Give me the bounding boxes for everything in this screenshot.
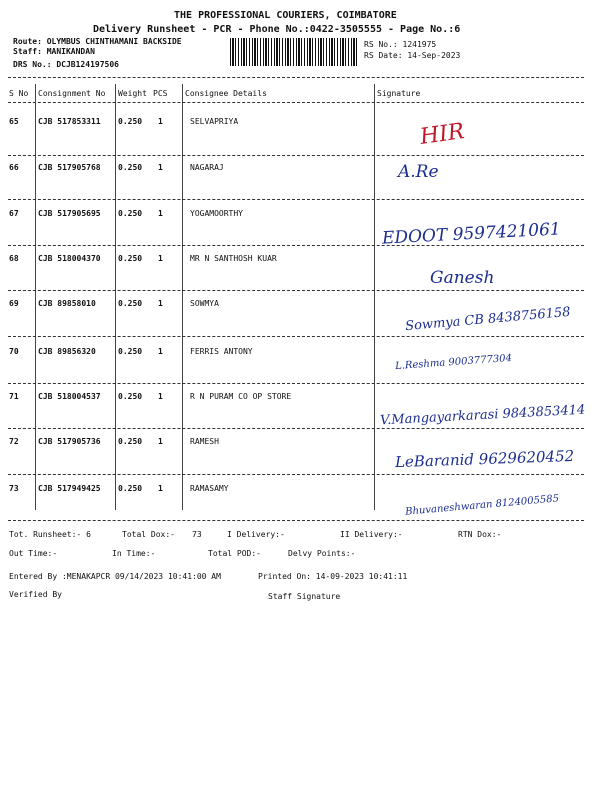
row-separator bbox=[8, 199, 584, 200]
row-consignment: CJB 517905736 bbox=[38, 437, 101, 446]
row-signature: A.Re bbox=[398, 162, 439, 182]
staff-label: Staff: MANIKANDAN bbox=[13, 47, 95, 56]
rs-date: RS Date: 14-Sep-2023 bbox=[364, 51, 461, 60]
rtn-dox: RTN Dox:- bbox=[458, 530, 502, 539]
header-top-rule bbox=[8, 77, 584, 78]
row-pcs: 1 bbox=[158, 299, 163, 308]
verified-by: Verified By bbox=[9, 590, 62, 599]
row-pcs: 1 bbox=[158, 163, 163, 172]
route-label: Route: OLYMBUS CHINTHAMANI BACKSIDE bbox=[13, 37, 182, 46]
row-consignee: SOWMYA bbox=[190, 299, 219, 308]
row-sno: 70 bbox=[9, 347, 19, 356]
printed-on: Printed On: 14-09-2023 10:41:11 bbox=[258, 572, 408, 581]
col-consignee: Consignee Details bbox=[185, 89, 267, 98]
col-divider bbox=[35, 84, 36, 510]
table-bottom-rule bbox=[8, 520, 584, 521]
row-consignee: SELVAPRIYA bbox=[190, 117, 239, 126]
row-signature: L.Reshma 9003777304 bbox=[394, 352, 513, 373]
in-time: In Time:- bbox=[112, 549, 156, 558]
row-weight: 0.250 bbox=[118, 117, 143, 126]
row-signature: Sowmya CB 8438756158 bbox=[404, 304, 572, 335]
row-consignment: CJB 518004370 bbox=[38, 254, 101, 263]
header-bottom-rule bbox=[8, 102, 584, 103]
tot-runsheet: Tot. Runsheet:- 6 bbox=[9, 530, 91, 539]
row-consignee: MR N SANTHOSH KUAR bbox=[190, 254, 277, 263]
row-separator bbox=[8, 474, 584, 475]
row-consignee: FERRIS ANTONY bbox=[190, 347, 253, 356]
row-sno: 69 bbox=[9, 299, 19, 308]
row-sno: 66 bbox=[9, 163, 19, 172]
row-weight: 0.250 bbox=[118, 347, 143, 356]
row-consignment: CJB 517905695 bbox=[38, 209, 101, 218]
total-dox-value: 73 bbox=[192, 530, 202, 539]
row-signature: LeBaranid 9629620452 bbox=[394, 446, 575, 472]
row-sno: 65 bbox=[9, 117, 19, 126]
row-signature: Ganesh bbox=[430, 268, 495, 288]
row-weight: 0.250 bbox=[118, 484, 143, 493]
total-dox-label: Total Dox:- bbox=[122, 530, 175, 539]
row-separator bbox=[8, 428, 584, 429]
row-signature: EDOOT 9597421061 bbox=[381, 219, 562, 249]
company-title: THE PROFESSIONAL COURIERS, COIMBATORE bbox=[174, 10, 397, 21]
row-pcs: 1 bbox=[158, 437, 163, 446]
col-consignment: Consignment No bbox=[38, 89, 106, 98]
row-pcs: 1 bbox=[158, 347, 163, 356]
runsheet-title: Delivery Runsheet - PCR - Phone No.:0422-3505555 - Page No.:6 bbox=[93, 24, 461, 35]
row-weight: 0.250 bbox=[118, 299, 143, 308]
row-signature: Bhuvaneshwaran 8124005585 bbox=[404, 493, 560, 518]
row-consignee: R N PURAM CO OP STORE bbox=[190, 392, 292, 401]
entered-by: Entered By :MENAKAPCR 09/14/2023 10:41:00 AM bbox=[9, 572, 221, 581]
row-separator bbox=[8, 155, 584, 156]
row-consignee: RAMASAMY bbox=[190, 484, 229, 493]
total-pod: Total POD:- bbox=[208, 549, 261, 558]
row-consignment: CJB 89856320 bbox=[38, 347, 96, 356]
row-consignment: CJB 517853311 bbox=[38, 117, 101, 126]
rs-number: RS No.: 1241975 bbox=[364, 40, 437, 49]
row-weight: 0.250 bbox=[118, 392, 143, 401]
row-consignment: CJB 517905768 bbox=[38, 163, 101, 172]
row-consignee: YOGAMOORTHY bbox=[190, 209, 243, 218]
out-time: Out Time:- bbox=[9, 549, 58, 558]
ii-delivery: II Delivery:- bbox=[340, 530, 403, 539]
row-consignee: RAMESH bbox=[190, 437, 219, 446]
row-sno: 68 bbox=[9, 254, 19, 263]
row-sno: 71 bbox=[9, 392, 19, 401]
col-sno: S No bbox=[9, 89, 29, 98]
col-signature: Signature bbox=[377, 89, 421, 98]
row-weight: 0.250 bbox=[118, 437, 143, 446]
row-pcs: 1 bbox=[158, 484, 163, 493]
row-weight: 0.250 bbox=[118, 163, 143, 172]
row-consignment: CJB 517949425 bbox=[38, 484, 101, 493]
row-signature: V.Mangayarkarasi 9843853414 bbox=[379, 402, 586, 429]
row-consignee: NAGARAJ bbox=[190, 163, 224, 172]
barcode bbox=[230, 38, 358, 66]
row-signature: HIR bbox=[418, 119, 466, 150]
delvy-points: Delvy Points:- bbox=[288, 549, 356, 558]
row-separator bbox=[8, 245, 584, 246]
drs-number: DRS No.: DCJB124197506 bbox=[13, 60, 119, 69]
row-pcs: 1 bbox=[158, 117, 163, 126]
row-separator bbox=[8, 290, 584, 291]
row-separator bbox=[8, 383, 584, 384]
row-pcs: 1 bbox=[158, 392, 163, 401]
row-sno: 67 bbox=[9, 209, 19, 218]
col-divider bbox=[374, 84, 375, 510]
row-consignment: CJB 89858010 bbox=[38, 299, 96, 308]
col-divider bbox=[182, 84, 183, 510]
i-delivery: I Delivery:- bbox=[227, 530, 285, 539]
row-weight: 0.250 bbox=[118, 254, 143, 263]
row-sno: 73 bbox=[9, 484, 19, 493]
row-pcs: 1 bbox=[158, 254, 163, 263]
row-consignment: CJB 518004537 bbox=[38, 392, 101, 401]
staff-signature: Staff Signature bbox=[268, 592, 341, 601]
row-sno: 72 bbox=[9, 437, 19, 446]
row-pcs: 1 bbox=[158, 209, 163, 218]
col-divider bbox=[115, 84, 116, 510]
col-weight: Weight bbox=[118, 89, 147, 98]
col-pcs: PCS bbox=[153, 89, 168, 98]
row-weight: 0.250 bbox=[118, 209, 143, 218]
row-separator bbox=[8, 336, 584, 337]
